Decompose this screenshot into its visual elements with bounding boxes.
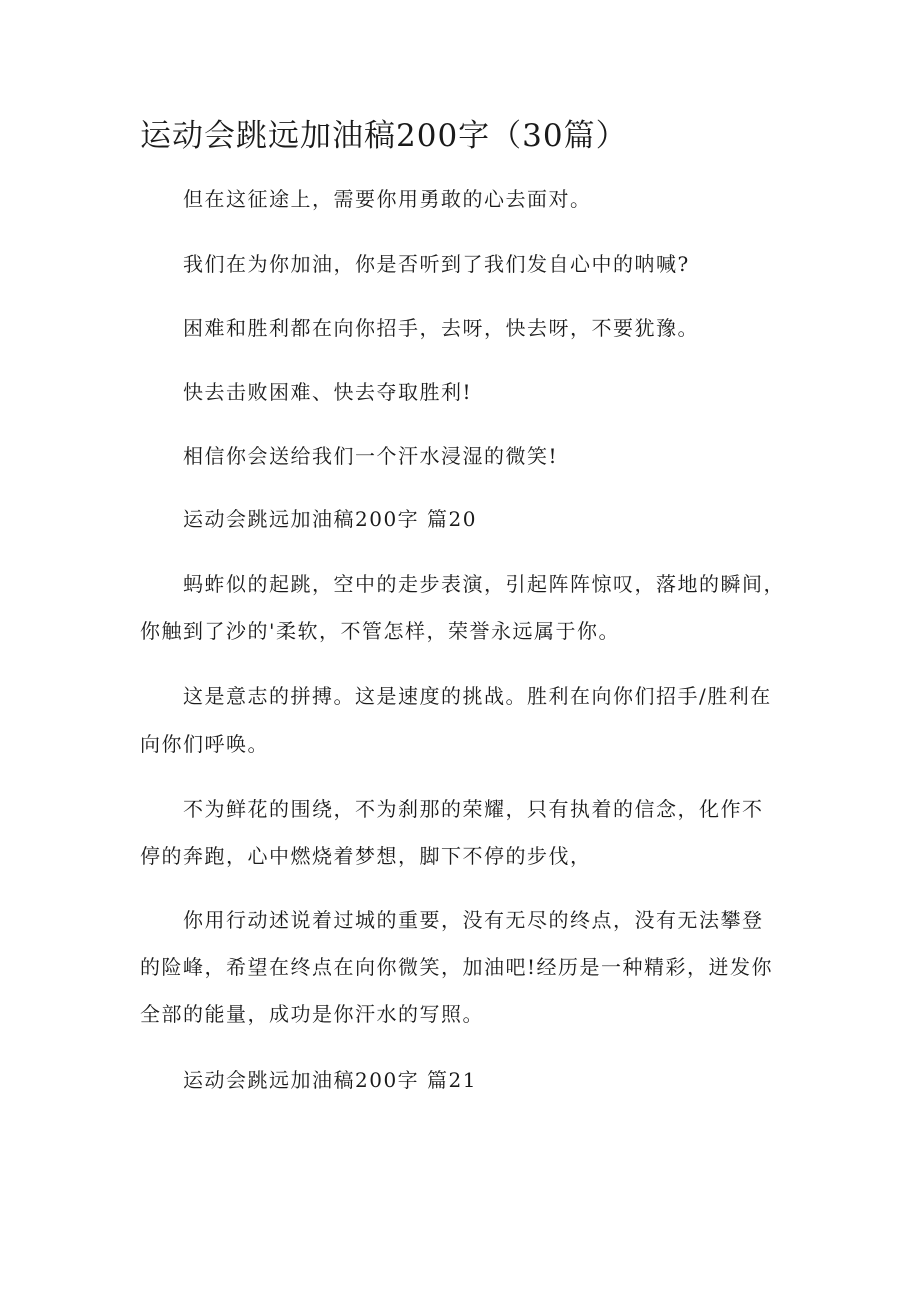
paragraph-line: 我们在为你加油，你是否听到了我们发自心中的呐喊? [183, 252, 690, 276]
document-title: 运动会跳远加油稿200字（30篇） [140, 118, 628, 154]
section-heading: 运动会跳远加油稿200字 篇20 [183, 507, 477, 531]
paragraph-line: 这是意志的拼搏。这是速度的挑战。胜利在向你们招手/胜利在 [183, 684, 772, 708]
paragraph-line: 全部的能量，成功是你汗水的写照。 [140, 1002, 484, 1026]
paragraph-line: 不为鲜花的围绕，不为刹那的荣耀，只有执着的信念，化作不 [183, 797, 764, 821]
paragraph-line: 蚂蚱似的起跳，空中的走步表演，引起阵阵惊叹，落地的瞬间， [183, 572, 785, 596]
paragraph-line: 你用行动述说着过城的重要，没有无尽的终点，没有无法攀登 [183, 908, 764, 932]
paragraph-line: 的险峰，希望在终点在向你微笑，加油吧!经历是一种精彩，迸发你 [140, 955, 774, 979]
paragraph-line: 你触到了沙的'柔软，不管怎样，荣誉永远属于你。 [140, 619, 620, 643]
paragraph-line: 困难和胜利都在向你招手，去呀，快去呀，不要犹豫。 [183, 316, 699, 340]
paragraph-line: 相信你会送给我们一个汗水浸湿的微笑! [183, 444, 559, 468]
section-heading: 运动会跳远加油稿200字 篇21 [183, 1068, 477, 1092]
paragraph-line: 向你们呼唤。 [140, 732, 269, 756]
paragraph-line: 但在这征途上，需要你用勇敢的心去面对。 [183, 187, 592, 211]
paragraph-line: 停的奔跑，心中燃烧着梦想，脚下不停的步伐， [140, 844, 592, 868]
paragraph-line: 快去击败困难、快去夺取胜利! [183, 380, 473, 404]
